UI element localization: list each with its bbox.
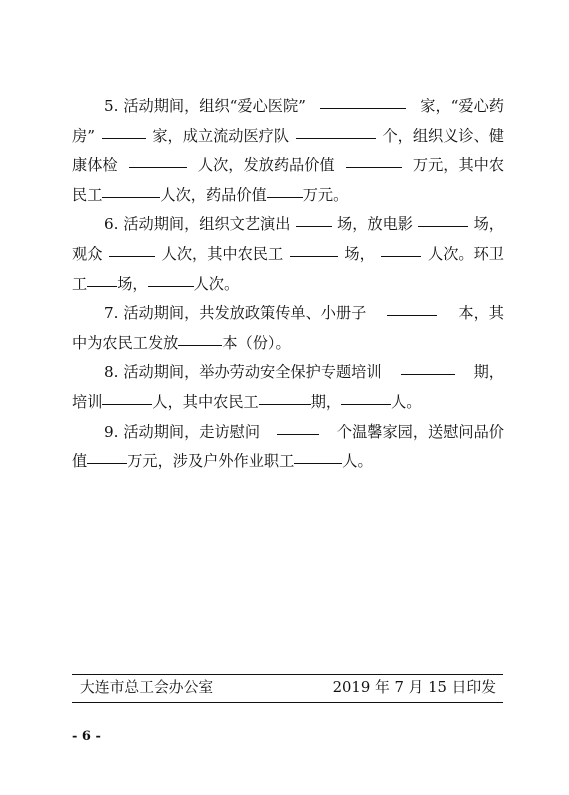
text-segment: 个，组织义诊、健 xyxy=(382,126,504,145)
item-8-line-2 xyxy=(72,388,504,418)
text-segment: 8. 活动期间，举办劳动安全保护专题培训 xyxy=(104,363,382,382)
issue-date: 2019 年 7 月 15 日印发 xyxy=(332,679,496,696)
text-segment: 值 xyxy=(72,452,88,471)
text-segment: 场，放电影 xyxy=(337,215,413,234)
text-segment: 人次，药品价值 xyxy=(160,185,267,204)
fill-in-blank[interactable] xyxy=(178,329,222,346)
fill-in-blank[interactable] xyxy=(148,270,194,287)
item-8-line-1 xyxy=(72,358,504,388)
text-segment: 人次。 xyxy=(193,274,240,293)
item-6-line-3 xyxy=(72,270,504,300)
item-5-line-3 xyxy=(72,151,504,181)
text-segment: 人。 xyxy=(391,392,422,411)
fill-in-blank[interactable] xyxy=(381,240,421,257)
fill-in-blank[interactable] xyxy=(129,151,187,168)
fill-in-blank[interactable] xyxy=(102,388,152,405)
item-5-line-4 xyxy=(72,181,504,211)
text-segment: 家，成立流动医疗队 xyxy=(152,126,290,145)
text-segment: 本，其 xyxy=(458,304,504,323)
footer-bottom-rule xyxy=(72,702,503,703)
fill-in-blank[interactable] xyxy=(401,358,455,375)
text-segment: 人次。环卫 xyxy=(428,244,504,263)
text-segment: 人次，其中农民工 xyxy=(161,244,284,263)
item-7-line-1 xyxy=(72,299,504,329)
text-segment: 5. 活动期间，组织“爱心医院” xyxy=(104,97,306,115)
item-9-line-1 xyxy=(72,418,504,448)
text-segment: 场， xyxy=(117,274,148,293)
fill-in-blank[interactable] xyxy=(320,92,406,109)
text-segment: 期， xyxy=(473,363,504,382)
text-segment: 9. 活动期间，走访慰问 xyxy=(104,422,261,441)
text-segment: 万元，涉及户外作业职工 xyxy=(127,452,295,471)
fill-in-blank[interactable] xyxy=(87,447,127,464)
text-segment: 人次，发放药品价值 xyxy=(197,156,335,175)
fill-in-blank[interactable] xyxy=(277,418,319,435)
text-segment: 人，其中农民工 xyxy=(152,392,259,411)
text-segment: 7. 活动期间，共发放政策传单、小册子 xyxy=(104,304,367,323)
text-segment: 本（份）。 xyxy=(222,333,291,352)
text-segment: 场， xyxy=(344,244,375,263)
fill-in-blank[interactable] xyxy=(418,210,468,227)
text-segment: 6. 活动期间，组织文艺演出 xyxy=(104,215,291,234)
text-segment: 场， xyxy=(473,215,504,234)
fill-in-blank[interactable] xyxy=(102,122,146,139)
fill-in-blank[interactable] xyxy=(341,388,391,405)
item-5-line-1 xyxy=(72,92,504,122)
text-segment: 康体检 xyxy=(72,156,118,175)
fill-in-blank[interactable] xyxy=(387,299,437,316)
fill-in-blank[interactable] xyxy=(87,270,117,287)
issuing-footer xyxy=(80,676,496,700)
text-segment: 家，“爱心药 xyxy=(420,97,504,115)
text-segment: 培训 xyxy=(72,392,103,411)
fill-in-blank[interactable] xyxy=(290,240,338,257)
text-segment: 人。 xyxy=(342,452,373,471)
text-segment: 万元。 xyxy=(302,185,349,204)
item-9-line-2 xyxy=(72,447,504,477)
text-segment: 工 xyxy=(72,274,88,293)
item-5-line-2 xyxy=(72,122,504,152)
fill-in-blank[interactable] xyxy=(296,122,376,139)
fill-in-blank[interactable] xyxy=(346,151,402,168)
item-6-line-2 xyxy=(72,240,504,270)
form-body xyxy=(72,92,504,477)
text-segment: 期， xyxy=(310,392,342,411)
text-segment: 民工 xyxy=(72,185,103,204)
item-7-line-2 xyxy=(72,329,504,359)
page-number: - 6 - xyxy=(72,729,101,744)
fill-in-blank[interactable] xyxy=(259,388,311,405)
text-segment: 个温馨家园，送慰问品价 xyxy=(336,422,504,441)
fill-in-blank[interactable] xyxy=(109,240,155,257)
item-6-line-1 xyxy=(72,210,504,240)
text-segment: 房” xyxy=(72,126,95,145)
fill-in-blank[interactable] xyxy=(294,447,342,464)
text-segment: 中为农民工发放 xyxy=(72,333,179,352)
footer-top-rule xyxy=(72,674,503,675)
text-segment: 观众 xyxy=(72,244,103,263)
fill-in-blank[interactable] xyxy=(102,181,160,198)
fill-in-blank[interactable] xyxy=(267,181,303,198)
fill-in-blank[interactable] xyxy=(296,210,332,227)
text-segment: 万元，其中农 xyxy=(412,156,504,175)
issuer-name: 大连市总工会办公室 xyxy=(80,679,214,696)
